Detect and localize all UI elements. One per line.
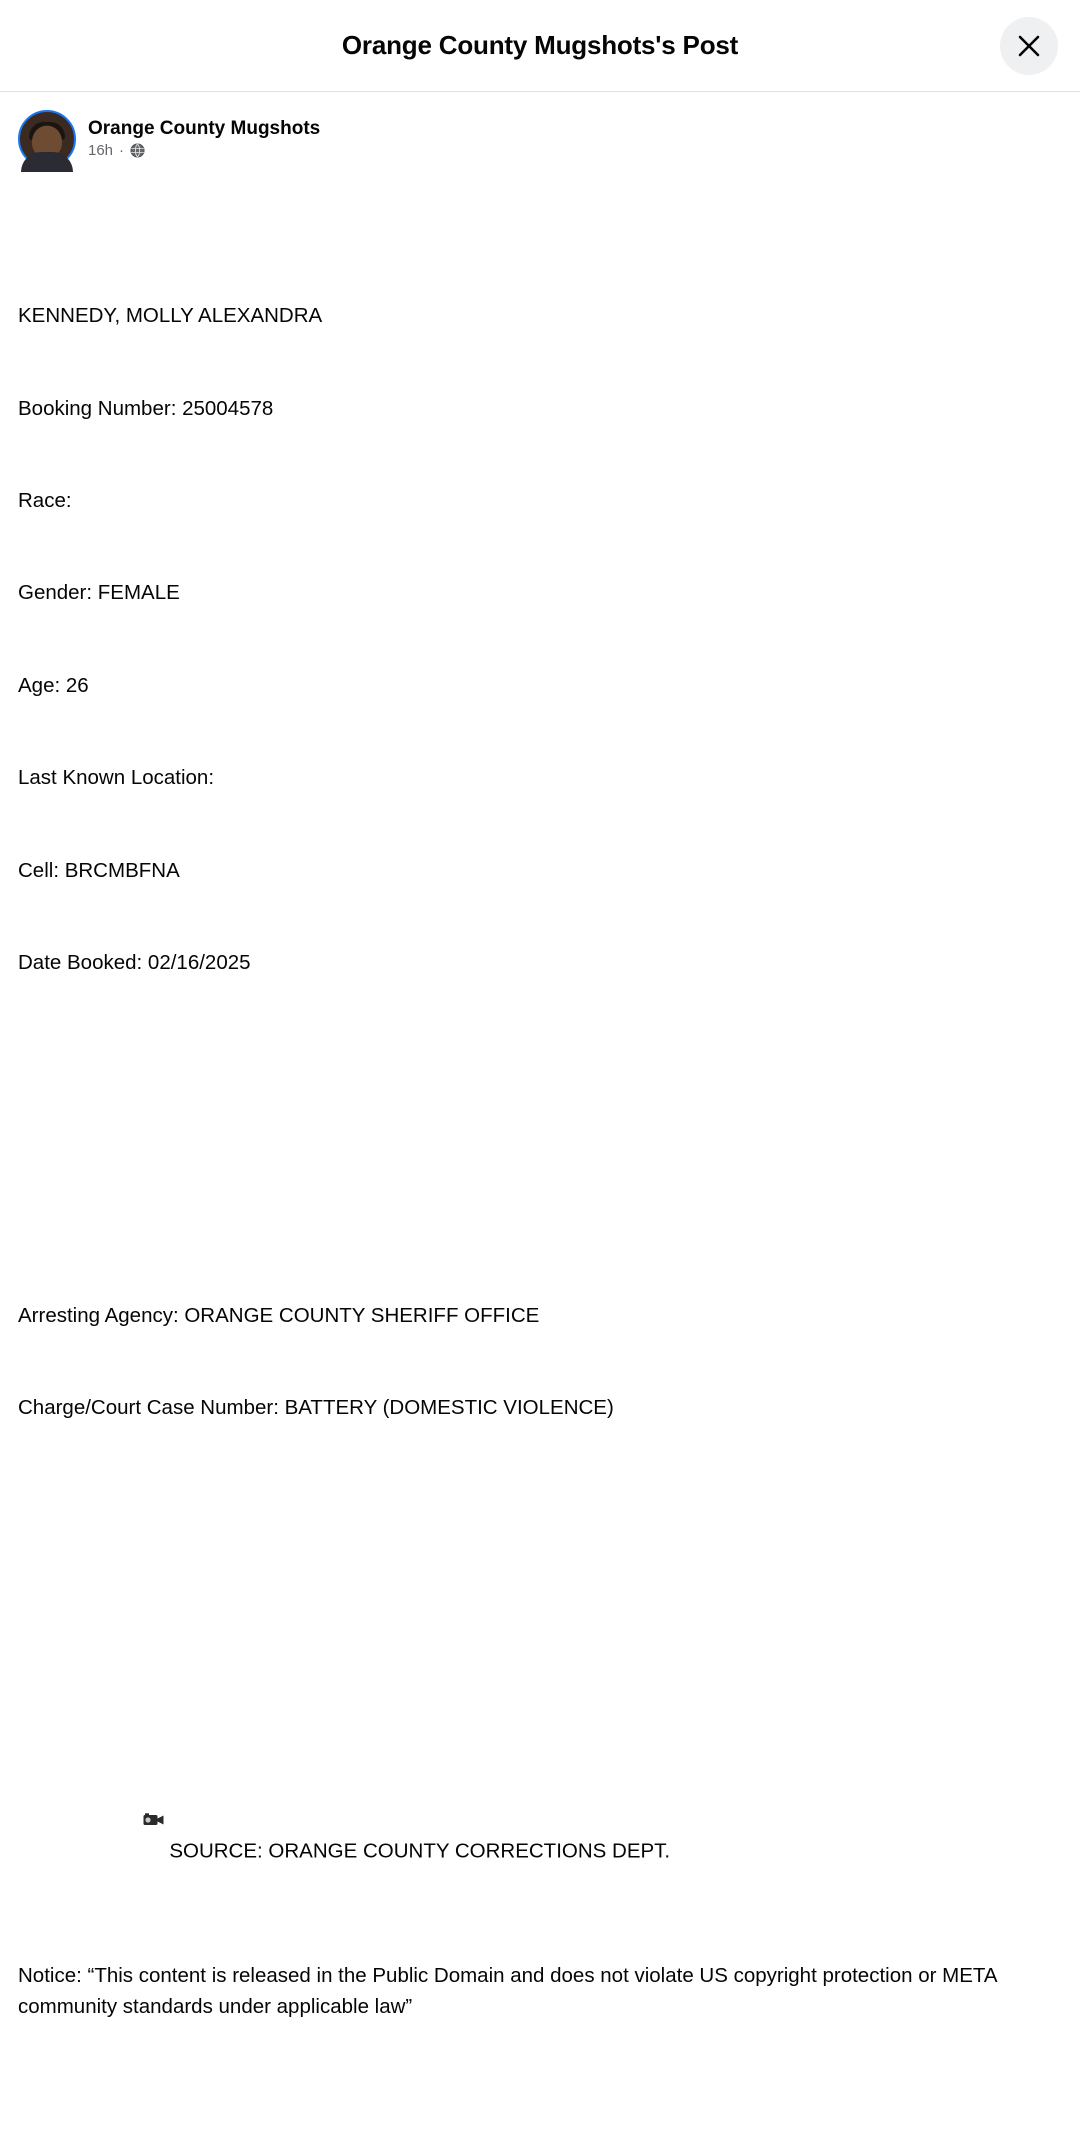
- post-notice: Notice: “This content is released in the Public Domain and does not violate US copyright protection or META community standards under applicable law”: [18, 1964, 1003, 2019]
- paragraph-spacer: [18, 1578, 1056, 1592]
- poster-meta: [88, 118, 320, 159]
- post-line: Race:: [18, 488, 72, 512]
- avatar-body: [21, 152, 73, 172]
- post-header: [18, 110, 1062, 168]
- post-text: [18, 178, 1062, 2146]
- avatar[interactable]: [18, 110, 76, 168]
- post-line: Arresting Agency: ORANGE COUNTY SHERIFF OFFICE: [18, 1303, 540, 1327]
- post-line: Gender: FEMALE: [18, 581, 180, 605]
- source-text: SOURCE: ORANGE COUNTY CORRECTIONS DEPT.: [169, 1839, 671, 1863]
- post-line: Date Booked: 02/16/2025: [18, 950, 251, 974]
- meta-separator: ·: [119, 142, 125, 160]
- post-line: Cell: BRCMBFNA: [18, 858, 180, 882]
- post-line: KENNEDY, MOLLY ALEXANDRA: [18, 304, 323, 328]
- poster-name[interactable]: Orange County Mugshots: [88, 118, 321, 140]
- post-paragraph-details: [18, 240, 1056, 1041]
- post-line: Age: 26: [18, 673, 89, 697]
- dialog-header: [0, 0, 1080, 92]
- camera-icon: [75, 1777, 165, 1869]
- post-line: Charge/Court Case Number: BATTERY (DOMESTIC VIOLENCE): [18, 1396, 614, 1420]
- post-timestamp[interactable]: 16h: [88, 142, 114, 160]
- post-line: Booking Number: 25004578: [18, 396, 274, 420]
- post-paragraph-charges: [18, 1239, 1056, 1485]
- globe-icon[interactable]: [130, 143, 145, 158]
- paragraph-spacer: [18, 1133, 1056, 1147]
- close-button[interactable]: [1000, 17, 1058, 75]
- page-title: Orange County Mugshots's Post: [341, 30, 739, 60]
- post-line: Last Known Location:: [18, 766, 215, 790]
- post-paragraph-source: [18, 1684, 1056, 2084]
- post-meta: [88, 142, 320, 159]
- post-container: [0, 92, 1080, 2146]
- post-source-line: [18, 1746, 1056, 1900]
- close-icon: [1016, 33, 1042, 59]
